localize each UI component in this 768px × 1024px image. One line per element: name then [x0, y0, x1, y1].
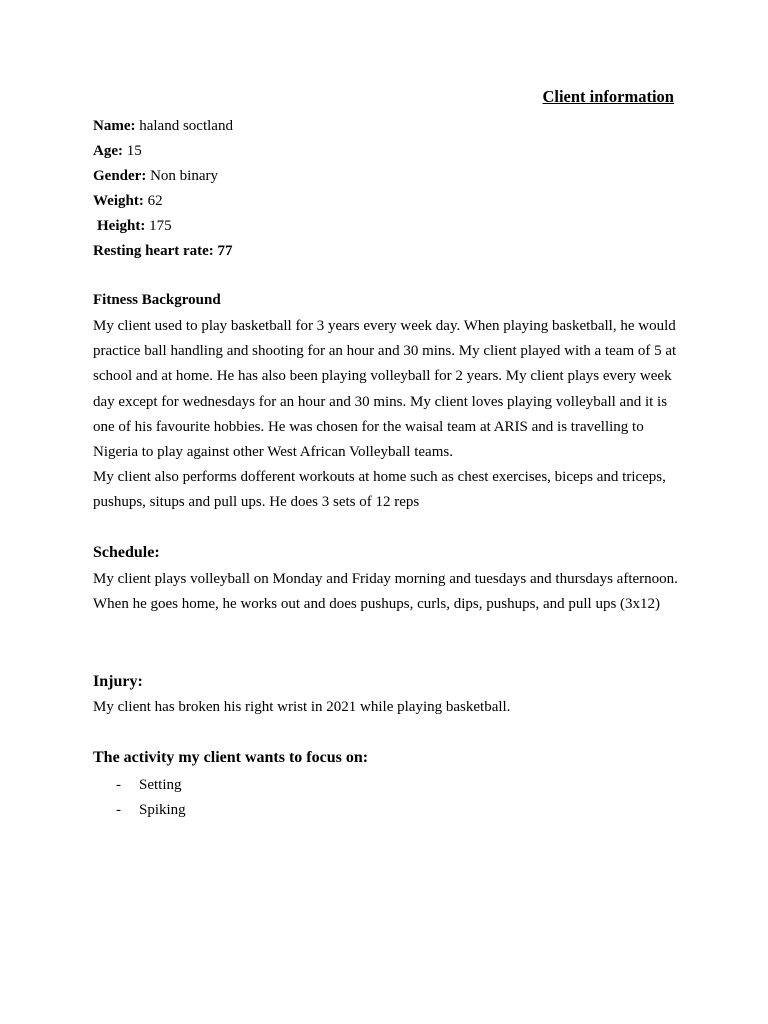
fitness-workouts-paragraph: My client also performs dofferent workouts at home such as chest exercises, biceps and triceps, pushups, situps and pull ups. He does 3 sets of 12 reps [93, 469, 666, 511]
client-age-label: Age: [93, 143, 123, 159]
client-gender-label: Gender: [93, 168, 147, 184]
client-gender-line [93, 166, 218, 186]
fitness-background-paragraph: My client used to play basketball for 3 years every week day. When playing basketball, he would practice ball handling and shooting for an hour and 30 mins. My client played with a team of 5 at school and at home. He has also been playing volleyball for 2 years. My client plays every week day except for wednesdays for an hour and 30 mins. My client loves playing volleyball and it is one of his favourite hobbies. He was chosen for the waisal team at ARIS and is travelling to Nigeria to play against other West African Volleyball teams. [93, 318, 677, 461]
focus-activity-heading: The activity my client wants to focus on: [93, 749, 369, 766]
client-weight-label: Weight: [93, 193, 144, 209]
injury-heading: Injury: [93, 673, 143, 690]
client-heart-rate-line [93, 241, 233, 261]
list-item-text: Spiking [139, 802, 186, 818]
client-name-value: haland soctland [139, 118, 233, 134]
schedule-paragraph: My client plays volleyball on Monday and Friday morning and tuesdays and thursdays afternoon. When he goes home, he works out and does pushups, curls, dips, pushups, and pull ups (3x12) [93, 571, 678, 613]
client-height-line [97, 216, 172, 236]
list-bullet: - [116, 802, 121, 818]
list-bullet: - [116, 777, 121, 793]
schedule-heading: Schedule: [93, 544, 160, 561]
client-gender-value: Non binary [150, 168, 218, 184]
client-heart-rate-value: 77 [217, 243, 233, 259]
client-height-value: 175 [149, 218, 172, 234]
client-age-line [93, 141, 142, 161]
client-heart-rate-label: Resting heart rate: [93, 243, 214, 259]
client-name-label: Name: [93, 118, 136, 134]
list-item-text: Setting [139, 777, 182, 793]
fitness-background-heading: Fitness Background [93, 292, 221, 308]
client-name-line [93, 116, 233, 136]
document-title: Client information [542, 87, 674, 106]
client-weight-value: 62 [147, 193, 163, 209]
injury-paragraph: My client has broken his right wrist in 2021 while playing basketball. [93, 699, 511, 715]
client-height-label: Height: [97, 218, 146, 234]
client-weight-line [93, 191, 163, 211]
client-age-value: 15 [126, 143, 142, 159]
